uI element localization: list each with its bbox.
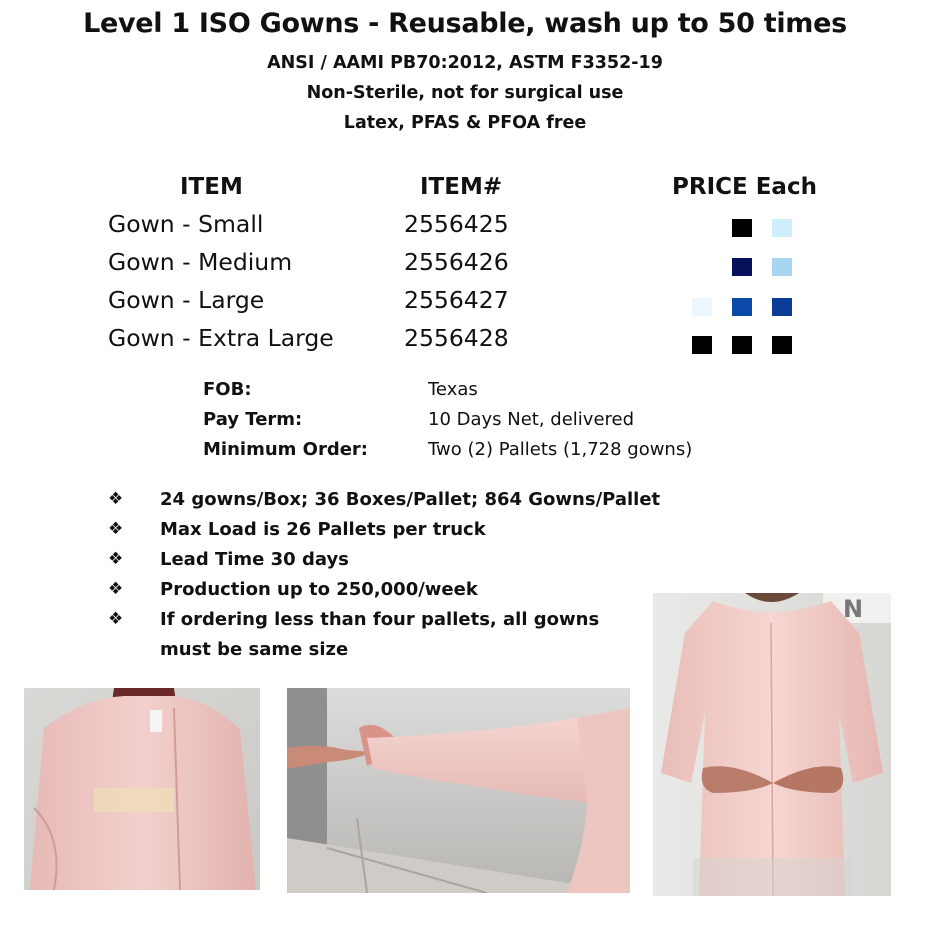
redacted-price-block [772,336,792,354]
redacted-price-block [732,336,752,354]
redacted-price-block [692,258,712,276]
materials-line: Latex, PFAS & PFOA free [343,113,587,133]
bullet-icon: ❖ [108,489,124,509]
gown-sleeve-photo [287,688,630,893]
redacted-price-block [692,219,712,237]
bullet-icon: ❖ [108,519,124,539]
redacted-price-block [692,336,712,354]
redacted-price-block [692,298,712,316]
bullet-icon: ❖ [108,609,124,629]
row-item-name: Gown - Extra Large [108,324,334,352]
redacted-price-block [732,298,752,316]
redacted-price-block [772,219,792,237]
term-label: Minimum Order: [203,439,369,460]
bullet-text: Lead Time 30 days [160,549,349,570]
bullet-text: Production up to 250,000/week [160,579,478,600]
row-item-number: 2556428 [404,324,509,352]
column-header-item: ITEM [180,174,243,200]
term-label: Pay Term: [203,409,303,430]
redacted-price-block [732,258,752,276]
row-item-name: Gown - Small [108,210,264,238]
row-item-name: Gown - Large [108,286,265,314]
bullet-text: 24 gowns/Box; 36 Boxes/Pallet; 864 Gowns/Pallet [160,489,661,510]
term-value: Two (2) Pallets (1,728 gowns) [428,439,693,460]
bullet-text: Max Load is 26 Pallets per truck [160,519,486,540]
row-item-number: 2556427 [404,286,509,314]
term-value: 10 Days Net, delivered [428,409,635,430]
redacted-price-block [732,219,752,237]
row-item-number: 2556425 [404,210,509,238]
gown-back-photo [24,688,260,890]
column-header-price: PRICE Each [672,174,817,200]
page-title: Level 1 ISO Gowns - Reusable, wash up to 50 times [83,8,847,39]
column-header-item-number: ITEM# [420,174,503,200]
bullet-text-continued: must be same size [160,639,349,660]
sterility-line: Non-Sterile, not for surgical use [306,83,624,103]
row-item-number: 2556426 [404,248,509,276]
gown-front-photo [653,593,891,896]
term-label: FOB: [203,379,252,400]
bullet-icon: ❖ [108,549,124,569]
standards-line: ANSI / AAMI PB70:2012, ASTM F3352-19 [267,53,663,73]
svg-text:N: N [843,595,864,623]
row-item-name: Gown - Medium [108,248,293,276]
redacted-price-block [772,298,792,316]
bullet-text: If ordering less than four pallets, all gowns [160,609,600,630]
term-value: Texas [428,379,478,400]
redacted-price-block [772,258,792,276]
bullet-icon: ❖ [108,579,124,599]
